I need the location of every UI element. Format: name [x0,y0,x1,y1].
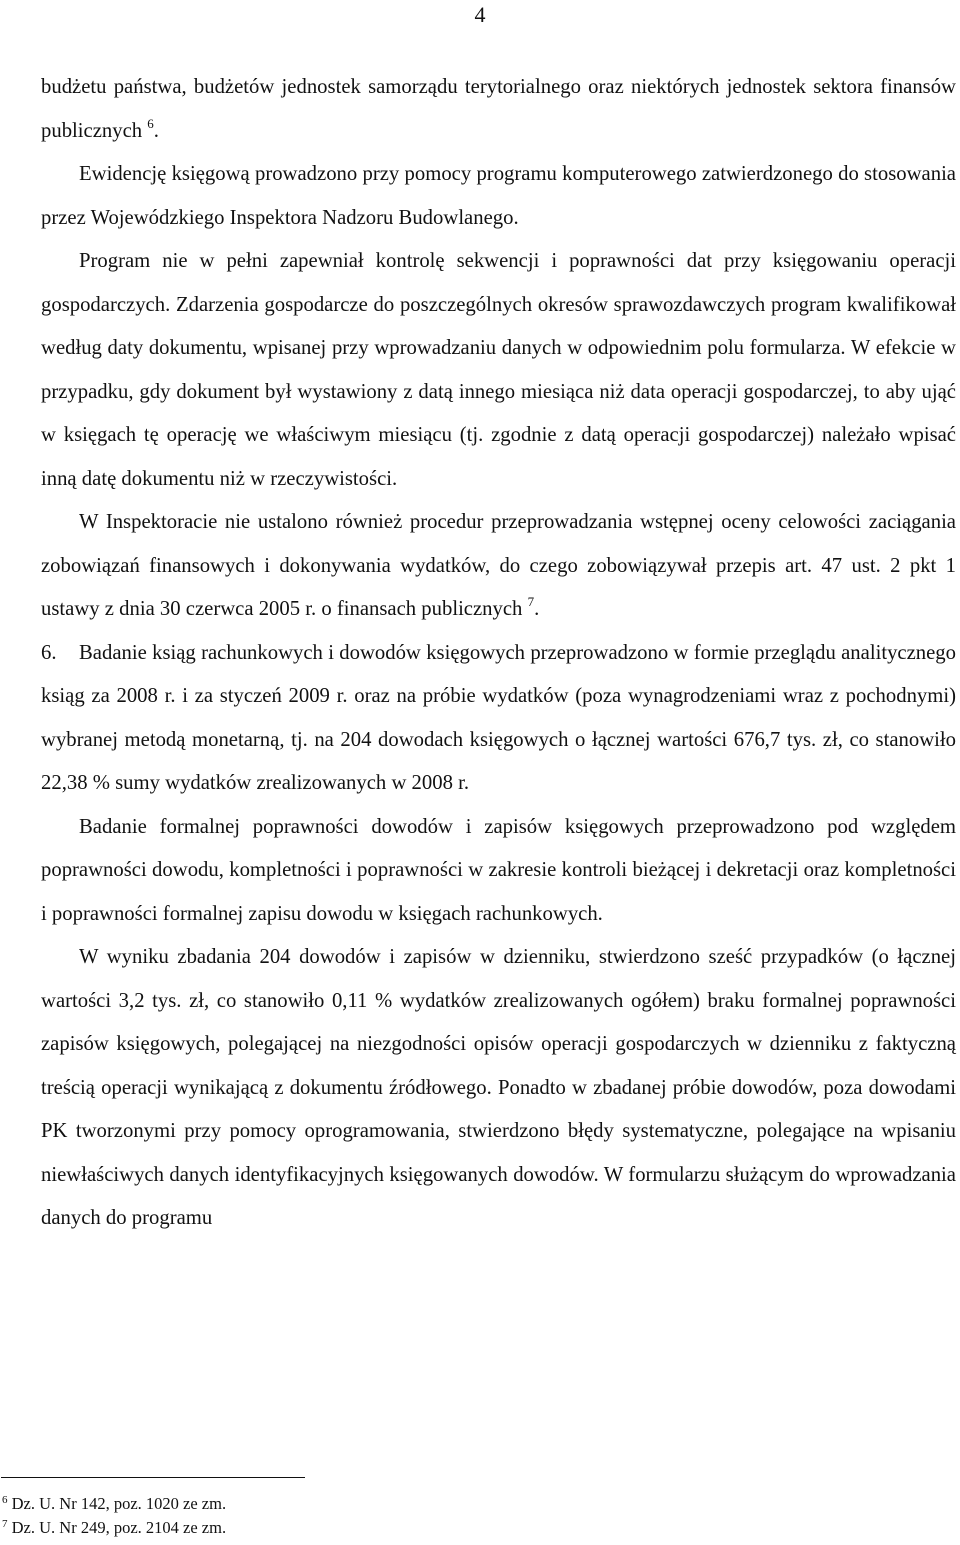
paragraph-formal-review: Badanie formalnej poprawności dowodów i zapisów księgowych przeprowadzono pod względem poprawności dowodu, kompletności i poprawności w zakresie kontroli bieżącej i dekretacji oraz kompletności i poprawności formalnej zapisu dowodu w księgach rachunkowych. [41,815,956,925]
section-6-text: Badanie ksiąg rachunkowych i dowodów księgowych przeprowadzono w formie przeglądu analitycznego ksiąg za 2008 r. i za styczeń 2009 r. oraz na próbie wydatków (poza wynagrodzeniami wraz z pochodnymi) wybranej metodą monetarną, tj. na 204 dowodach księgowych o łącznej wartości 676,7 tys. zł, co stanowiło 22,38 % sumy wydatków zrealizowanych w 2008 r. [41,641,956,794]
paragraph-procedures [41,501,956,632]
paragraph-text: W Inspektoracie nie ustalono również procedur przeprowadzania wstępnej oceny celowości zaciągania zobowiązań finansowych i dokonywania wydatków, do czego zobowiązywał przepis art. 47 ust. 2 pkt 1 ustawy z dnia 30 czerwca 2005 r. o finansach publicznych [41,511,956,620]
footnote-marker: 7 [2,1518,8,1530]
footnote [2,1516,226,1540]
section-6: 6. Badanie ksiąg rachunkowych i dowodów księgowych przeprowadzono w formie przeglądu analitycznego ksiąg za 2008 r. i za styczeń 2009 r. oraz na próbie wydatków (poza wynagrodzeniami wraz z pochodnymi) wybranej metodą monetarną, tj. na 204 dowodach księgowych o łącznej wartości 676,7 tys. zł, co stanowiło 22,38 % sumy wydatków zrealizowanych w 2008 r. [41,632,956,806]
footnote-ref[interactable]: 7 [527,594,535,609]
document-body [41,66,956,1241]
footnote-marker: 6 [2,1494,8,1506]
paragraph-accounting-system: Ewidencję księgową prowadzono przy pomocy programu komputerowego zatwierdzonego do stosowania przez Wojewódzkiego Inspektora Nadzoru Budowlanego. [41,163,956,229]
paragraph-continuation [41,66,956,153]
paragraph-text: budżetu państwa, budżetów jednostek samorządu terytorialnego oraz niektórych jednostek sektora finansów publicznych [41,76,956,142]
paragraph-text: . [534,598,540,620]
footnote-separator [1,1477,305,1478]
paragraph-text: . [153,119,159,142]
footnotes [2,1492,226,1540]
page-number: 4 [474,2,486,27]
footnote [2,1492,226,1516]
footnote-text: Dz. U. Nr 249, poz. 2104 ze zm. [7,1518,227,1537]
footnote-ref[interactable]: 6 [147,115,154,131]
paragraph-findings: W wyniku zbadania 204 dowodów i zapisów w dzienniku, stwierdzono sześć przypadków (o łącznej wartości 3,2 tys. zł, co stanowiło 0,11 % wydatków zrealizowanych ogółem) braku formalnej poprawności zapisów księgowych, polegającej na niezgodności opisów operacji gospodarczych w dzienniku z faktyczną treścią operacji wynikającą z dokumentu źródłowego. Ponadto w zbadanej próbie dowodów, poza dowodami PK tworzonymi przy pomocy oprogramowania, stwierdzono błędy systematyczne, polegające na wpisaniu niewłaściwych danych identyfikacyjnych księgowanych dowodów. W formularzu służącym do wprowadzania danych do programu [41,946,956,1229]
footnote-text: Dz. U. Nr 142, poz. 1020 ze zm. [7,1494,227,1513]
paragraph-program-control: Program nie w pełni zapewniał kontrolę sekwencji i poprawności dat przy księgowaniu operacji gospodarczych. Zdarzenia gospodarcze do poszczególnych okresów sprawozdawczych program kwalifikował według daty dokumentu, wpisanej przy wprowadzaniu danych w odpowiednim polu formularza. W efekcie w przypadku, gdy dokument był wystawiony z datą innego miesiąca niż data operacji gospodarczej, to aby ująć w księgach tę operację we właściwym miesiącu (tj. zgodnie z datą operacji gospodarczej) należało wpisać inną datę dokumentu niż w rzeczywistości. [41,250,956,490]
